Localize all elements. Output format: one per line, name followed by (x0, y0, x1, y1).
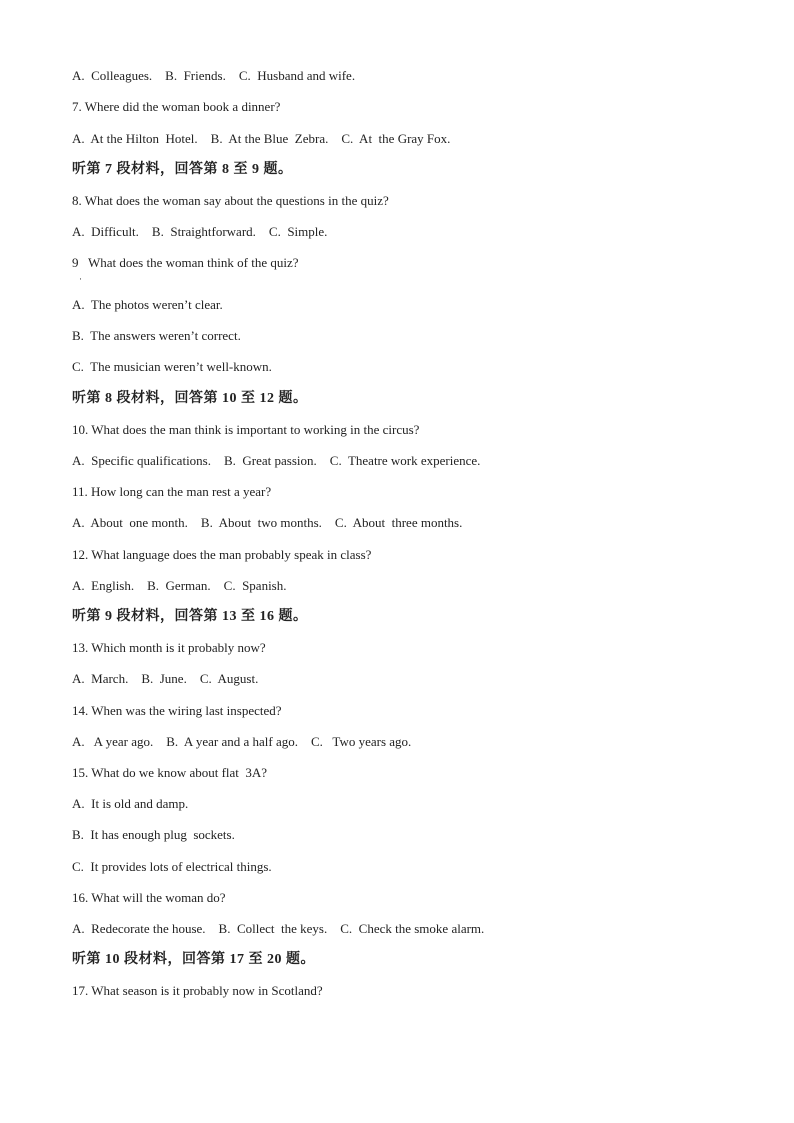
q15-question: 15. What do we know about flat 3A? (72, 765, 268, 780)
q9-question: 9 What does the woman think of the quiz? (72, 255, 299, 270)
q7-options: A. At the Hilton Hotel. B. At the Blue Zebra. C. At the Gray Fox. (72, 131, 451, 146)
q15-option-a: A. It is old and damp. (72, 796, 189, 811)
q16-options: A. Redecorate the house. B. Collect the keys. C. Check the smoke alarm. (72, 921, 485, 936)
q11-question: 11. How long can the man rest a year? (72, 484, 272, 499)
q13-question: 13. Which month is it probably now? (72, 640, 266, 655)
q10-question: 10. What does the man think is important to working in the circus? (72, 422, 420, 437)
q9-option-b: B. The answers weren’t correct. (72, 328, 241, 343)
q7-question: 7. Where did the woman book a dinner? (72, 99, 281, 114)
section-heading-10: 听第 10 段材料，回答第 17 至 20 题。 (72, 952, 315, 967)
q12-question: 12. What language does the man probably speak in class? (72, 547, 372, 562)
q15-option-c: C. It provides lots of electrical things. (72, 859, 272, 874)
q17-question: 17. What season is it probably now in Scotland? (72, 983, 323, 998)
q15-option-b: B. It has enough plug sockets. (72, 827, 235, 842)
q16-question: 16. What will the woman do? (72, 890, 226, 905)
q8-question: 8. What does the woman say about the questions in the quiz? (72, 193, 389, 208)
q10-options: A. Specific qualifications. B. Great passion. C. Theatre work experience. (72, 453, 481, 468)
q13-options: A. March. B. June. C. August. (72, 671, 259, 686)
q8-options: A. Difficult. B. Straightforward. C. Simple. (72, 224, 328, 239)
q12-options: A. English. B. German. C. Spanish. (72, 578, 287, 593)
section-heading-8: 听第 8 段材料，回答第 10 至 12 题。 (72, 391, 308, 406)
q9-option-a: A. The photos weren’t clear. (72, 297, 223, 312)
q9-option-c: C. The musician weren’t well-known. (72, 359, 272, 374)
stray-mark: · (79, 274, 82, 284)
q11-options: A. About one month. B. About two months. C. About three months. (72, 515, 463, 530)
section-heading-7: 听第 7 段材料，回答第 8 至 9 题。 (72, 162, 293, 177)
q14-question: 14. When was the wiring last inspected? (72, 703, 282, 718)
q6-options: A. Colleagues. B. Friends. C. Husband and wife. (72, 68, 356, 83)
section-heading-9: 听第 9 段材料，回答第 13 至 16 题。 (72, 609, 308, 624)
q14-options: A. A year ago. B. A year and a half ago. C. Two years ago. (72, 734, 412, 749)
